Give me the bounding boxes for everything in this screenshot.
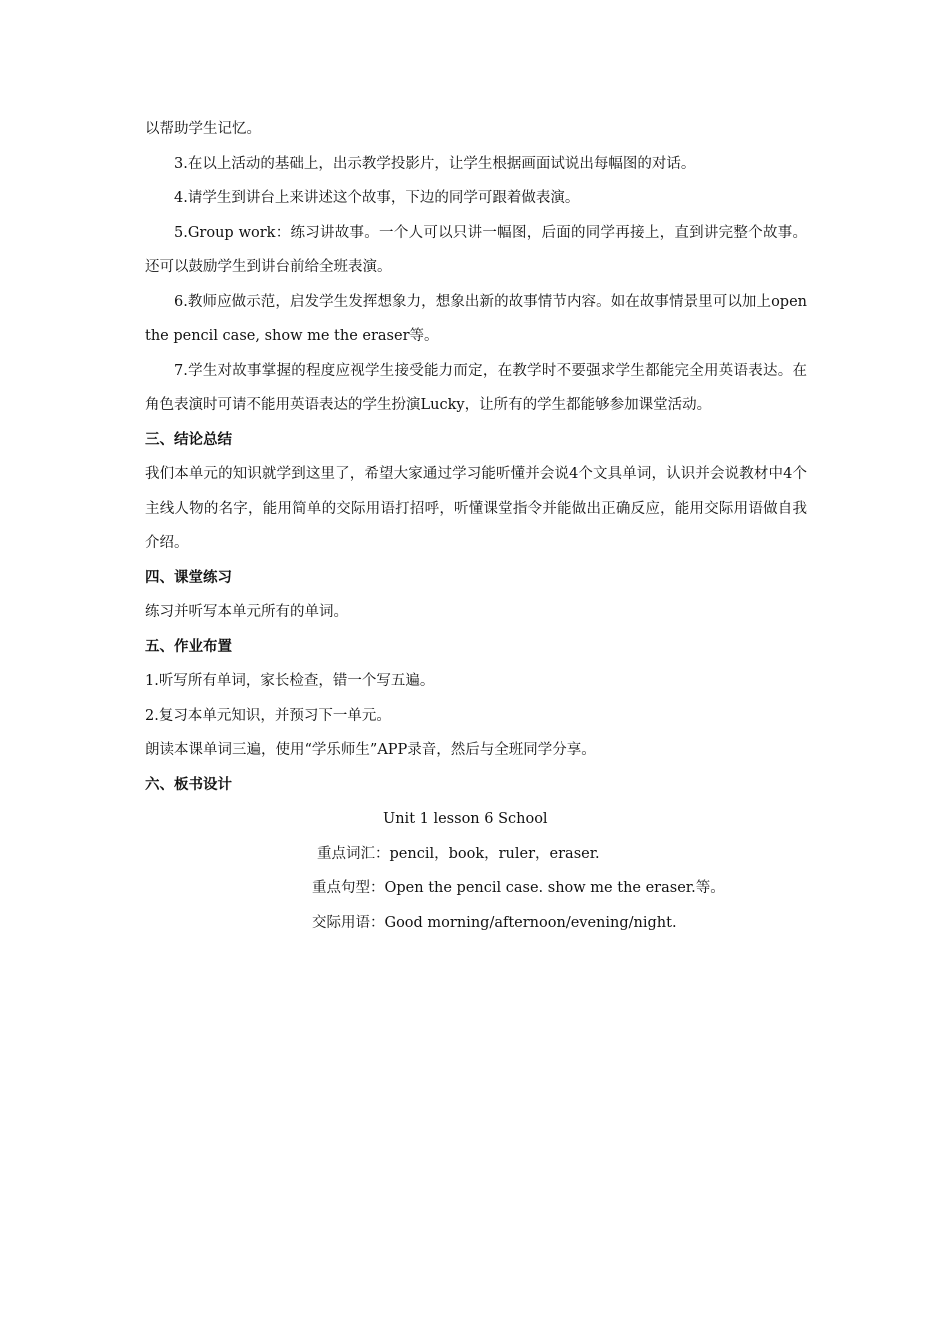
board-title: Unit 1 lesson 6 School — [383, 811, 548, 827]
homework-item-1: 1.听写所有单词，家长检查，错一个写五遍。 — [145, 673, 435, 689]
step-4: 4.请学生到讲台上来讲述这个故事，下边的同学可跟着做表演。 — [174, 190, 580, 206]
section-5-heading: 五、作业布置 — [145, 638, 232, 655]
homework-item-2: 2.复习本单元知识，并预习下一单元。 — [145, 707, 391, 724]
board-design — [145, 802, 807, 940]
board-sentence: 重点句型：Open the pencil case. show me the eraser.等。 — [312, 880, 725, 896]
step-3: 3.在以上活动的基础上，出示教学投影片，让学生根据画面试说出每幅图的对话。 — [174, 155, 696, 172]
section-3-text: 我们本单元的知识就学到这里了，希望大家通过学习能听懂并会说4个文具单词，认识并会说教材中4个主线人物的名字，能用简单的交际用语打招呼，听懂课堂指令并能做出正确反应，能用交际用语做自我介绍。 — [145, 466, 807, 551]
section-4-heading: 四、课堂练习 — [145, 569, 232, 586]
step-7: 7.学生对故事掌握的程度应视学生接受能力而定，在教学时不要强求学生都能完全用英语表达。在角色表演时可请不能用英语表达的学生扮演Lucky，让所有的学生都能够参加课堂活动。 — [145, 362, 807, 413]
step-6: 6.教师应做示范，启发学生发挥想象力，想象出新的故事情节内容。如在故事情景里可以加上open the pencil case, show me the eraser等。 — [145, 293, 807, 344]
paragraph-continuation: 以帮助学生记忆。 — [145, 121, 261, 137]
homework-item-3: 朗读本课单词三遍，使用“学乐师生”APP录音，然后与全班同学分享。 — [145, 742, 596, 758]
section-6-heading: 六、板书设计 — [145, 776, 232, 793]
step-5: 5.Group work：练习讲故事。一个人可以只讲一幅图，后面的同学再接上，直到讲完整个故事。还可以鼓励学生到讲台前给全班表演。 — [145, 224, 807, 275]
document-page — [145, 112, 807, 940]
section-4-text: 练习并听写本单元所有的单词。 — [145, 604, 348, 620]
board-greeting: 交际用语：Good morning/afternoon/evening/night. — [312, 914, 677, 931]
board-vocab: 重点词汇：pencil，book，ruler，eraser. — [317, 845, 600, 862]
section-3-heading: 三、结论总结 — [145, 431, 232, 448]
